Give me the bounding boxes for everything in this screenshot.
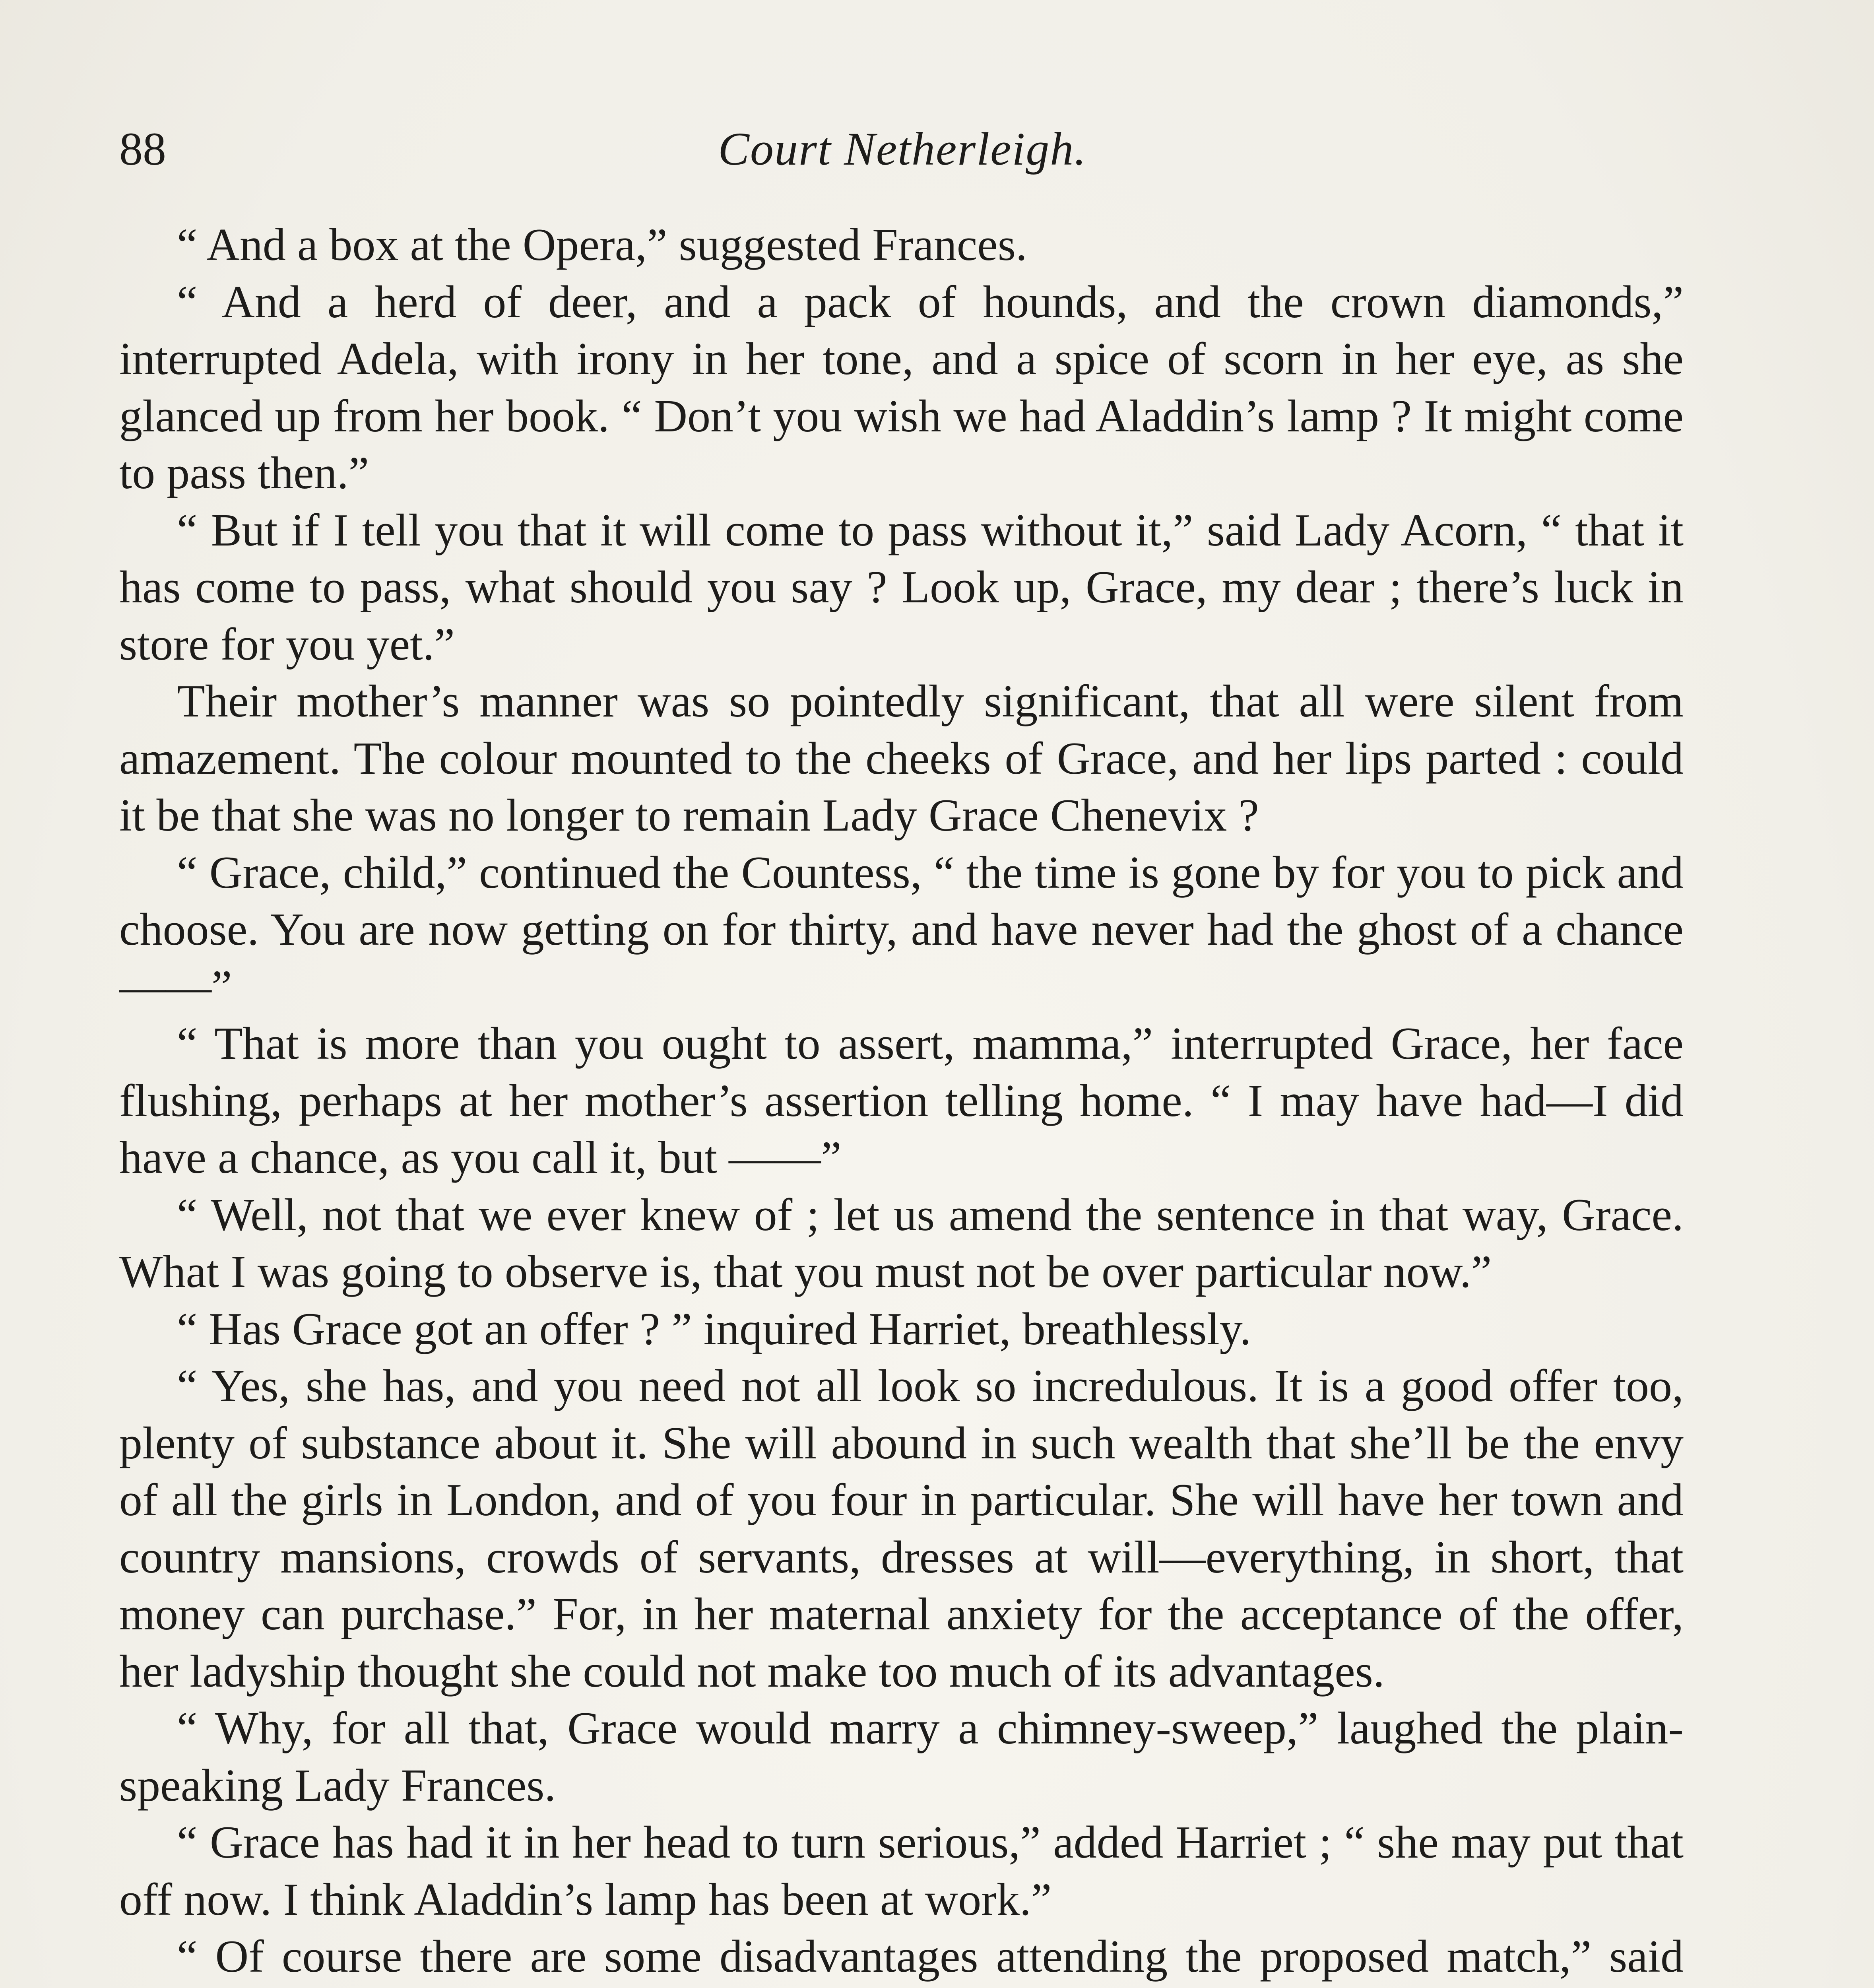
paragraph: “ But if I tell you that it will come to pass without it,” said Lady Acorn, “ that it has come to pass, what should you say ? Look up, Grace, my dear ; there’s luck in store for you yet.”: [119, 505, 1684, 670]
paragraph: “ Grace, child,” continued the Countess, “ the time is gone by for you to pick and choose. You are now getting on for thirty, and have never had the ghost of a chance ——”: [119, 847, 1684, 1012]
paragraph: “ Of course there are some disadvantages attending the proposed match,” said: [177, 1931, 1684, 1982]
paragraph: “ Grace has had it in her head to turn serious,” added Harriet ; “ she may put that off now. I think Aladdin’s lamp has been at work.”: [119, 1817, 1684, 1925]
paragraph: “ Has Grace got an offer ? ” inquired Harriet, breathlessly.: [177, 1303, 1251, 1355]
paragraph: “ Well, not that we ever knew of ; let us amend the sentence in that way, Grace. What I was going to observe is, that you must not be over particular now.”: [119, 1189, 1684, 1297]
body-text: [119, 217, 1684, 1988]
paragraph: “ And a box at the Opera,” suggested Frances.: [177, 219, 1027, 270]
paragraph: Their mother’s manner was so pointedly significant, that all were silent from amazement. The colour mounted to the cheeks of Grace, and her lips parted : could it be that she was no longer to remain Lady Grace Chenevix ?: [119, 676, 1684, 841]
paragraph: “ That is more than you ought to assert, mamma,” interrupted Grace, her face flushing, perhaps at her mother’s assertion telling home. “ I may have had—I did have a chance, as you call it, but ——”: [119, 1018, 1684, 1183]
page-number: 88: [119, 123, 166, 175]
paragraph: “ And a herd of deer, and a pack of hounds, and the crown diamonds,” interrupted Adela, with irony in her tone, and a spice of scorn in her eye, as she glanced up from her book. “ Don’t you wish we had Aladdin’s lamp ? It might come to pass then.”: [119, 276, 1684, 499]
paragraph: “ Yes, she has, and you need not all look so incredulous. It is a good offer too, plenty of substance about it. She will abound in such wealth that she’ll be the envy of all the girls in London, and of you four in particular. She will have her town and country mansions, crowds of servants, dresses at will—everything, in short, that money can purchase.” For, in her maternal anxiety for the acceptance of the offer, her ladyship thought she could not make too much of its advantages.: [119, 1361, 1684, 1697]
running-head: [119, 115, 1686, 183]
running-title: Court Netherleigh.: [718, 123, 1087, 175]
paragraph: “ Why, for all that, Grace would marry a chimney-sweep,” laughed the plain-speaking Lady Frances.: [119, 1703, 1684, 1811]
